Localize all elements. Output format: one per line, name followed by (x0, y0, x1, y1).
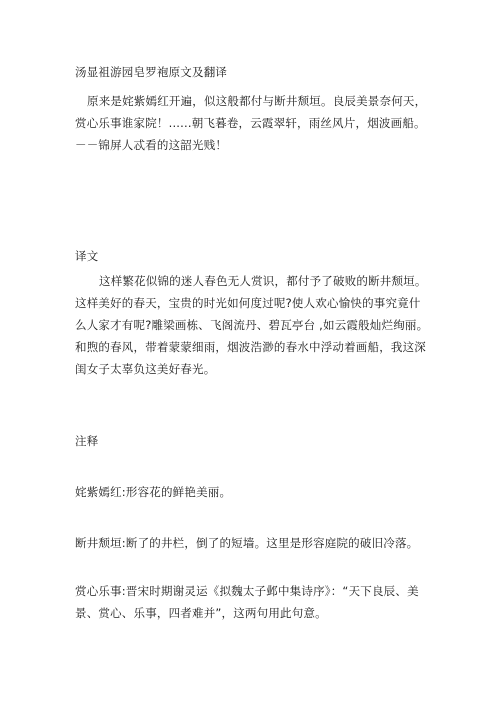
document-title: 汤显祖游园皂罗袍原文及翻译 (75, 65, 228, 79)
original-line: 原来是姹紫嫣红开遍，似这般都付与断井颓垣。良辰美景奈何天， (87, 94, 427, 108)
translation-line: 么人家才有呢?雕梁画栋、飞阁流丹、碧瓦亭台 ,如云霞般灿烂绚丽。 (75, 318, 429, 332)
translation-line: 这样繁花似锦的迷人春色无人赏识，都付予了破败的断井颓垣。 (99, 274, 427, 288)
note-item (75, 532, 435, 554)
notes-heading: 注释 (75, 434, 99, 448)
translation-heading: 译文 (75, 249, 99, 263)
original-line: －－锦屏人忒看的这韶光贱！ (75, 138, 228, 152)
original-line: 赏心乐事谁家院！......朝飞暮卷，云霞翠轩，雨丝风片，烟波画船。 (75, 116, 426, 130)
translation-line: 闺女子太辜负这美好春光。 (75, 362, 216, 376)
translation-line: 和煦的春风，带着蒙蒙细雨，烟波浩渺的春水中浮动着画船，我这深 (75, 340, 426, 354)
note-line: 断井颓垣:断了的井栏，倒了的短墙。这里是形容庭院的破旧冷落。 (75, 536, 419, 550)
note-line: 姹紫嫣红:形容花的鲜艳美丽。 (75, 485, 232, 499)
note-item (75, 481, 435, 503)
translation-text (75, 270, 435, 380)
note-item (75, 580, 435, 624)
translation-line: 这样美好的春天，宝贵的时光如何度过呢?使人欢心愉快的事究竟什 (75, 296, 421, 310)
original-text (75, 90, 435, 156)
note-line: 景、赏心、乐事，四者难并”，这两句用此句意。 (75, 606, 327, 620)
note-line: 赏心乐事:晋宋时期谢灵运《拟魏太子邺中集诗序》：“天下良辰、美 (75, 584, 419, 598)
